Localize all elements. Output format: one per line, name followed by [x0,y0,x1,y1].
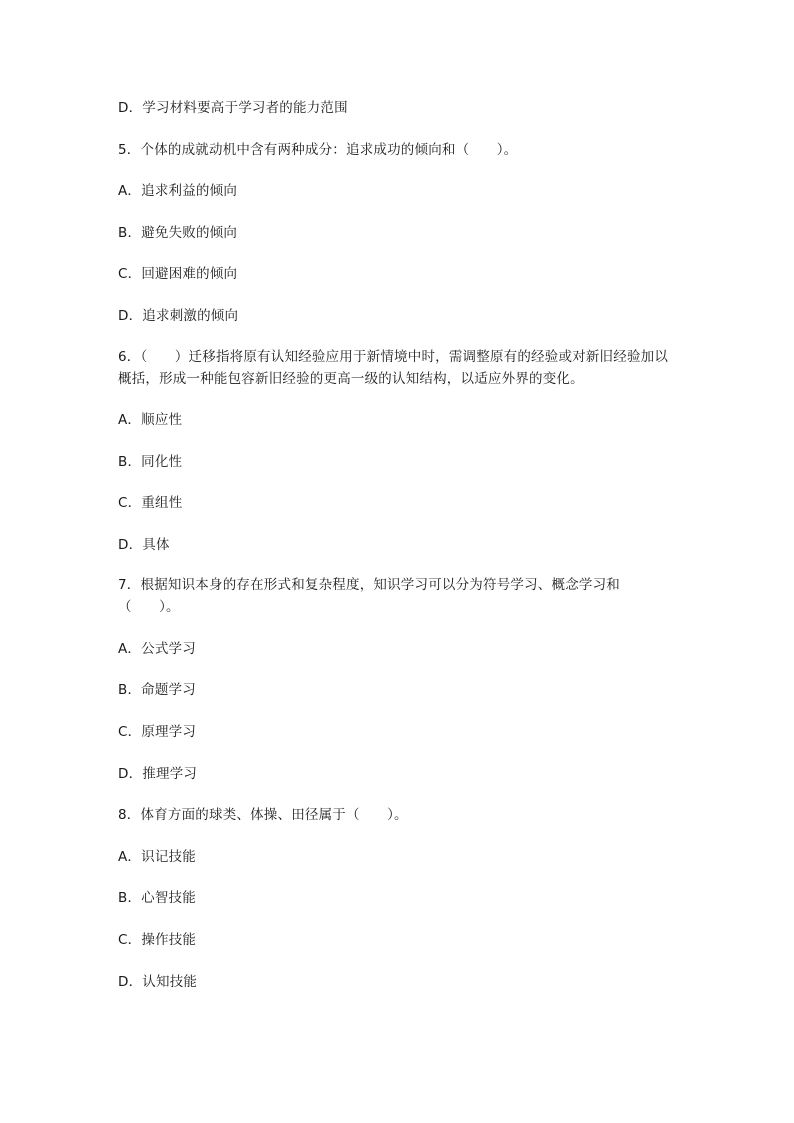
q6-option-a: A．顺应性 [118,412,183,428]
q5-option-b: B．避免失败的倾向 [118,225,238,241]
q5-option-c: C．回避困难的倾向 [118,266,238,282]
q5-option-a: A．追求利益的倾向 [118,183,238,199]
q6-stem: 6．（ ）迁移指将原有认知经验应用于新情境中时，需调整原有的经验或对新旧经验加以概括，形成一种能包容新旧经验的更高一级的认知结构，以适应外界的变化。 [118,349,669,387]
q7-option-c: C．原理学习 [118,724,197,740]
q8-option-c: C．操作技能 [118,932,197,948]
q5-option-d: D．追求刺激的倾向 [118,308,239,324]
q5-stem: 5．个体的成就动机中含有两种成分：追求成功的倾向和（ ）。 [118,142,518,158]
q7-stem: 7．根据知识本身的存在形式和复杂程度，知识学习可以分为符号学习、概念学习和（ ）。 [118,577,620,615]
q8-stem: 8．体育方面的球类、体操、田径属于（ ）。 [118,807,408,823]
q4-option-d: D．学习材料要高于学习者的能力范围 [118,100,348,116]
q7-option-a: A．公式学习 [118,641,196,657]
q6-option-b: B．同化性 [118,454,183,470]
q8-option-a: A．识记技能 [118,849,196,865]
q6-option-c: C．重组性 [118,495,183,511]
q7-option-b: B．命题学习 [118,682,196,698]
q8-option-d: D．认知技能 [118,974,198,990]
q8-option-b: B．心智技能 [118,890,196,906]
q7-option-d: D．推理学习 [118,766,198,782]
q6-option-d: D．具体 [118,537,170,553]
